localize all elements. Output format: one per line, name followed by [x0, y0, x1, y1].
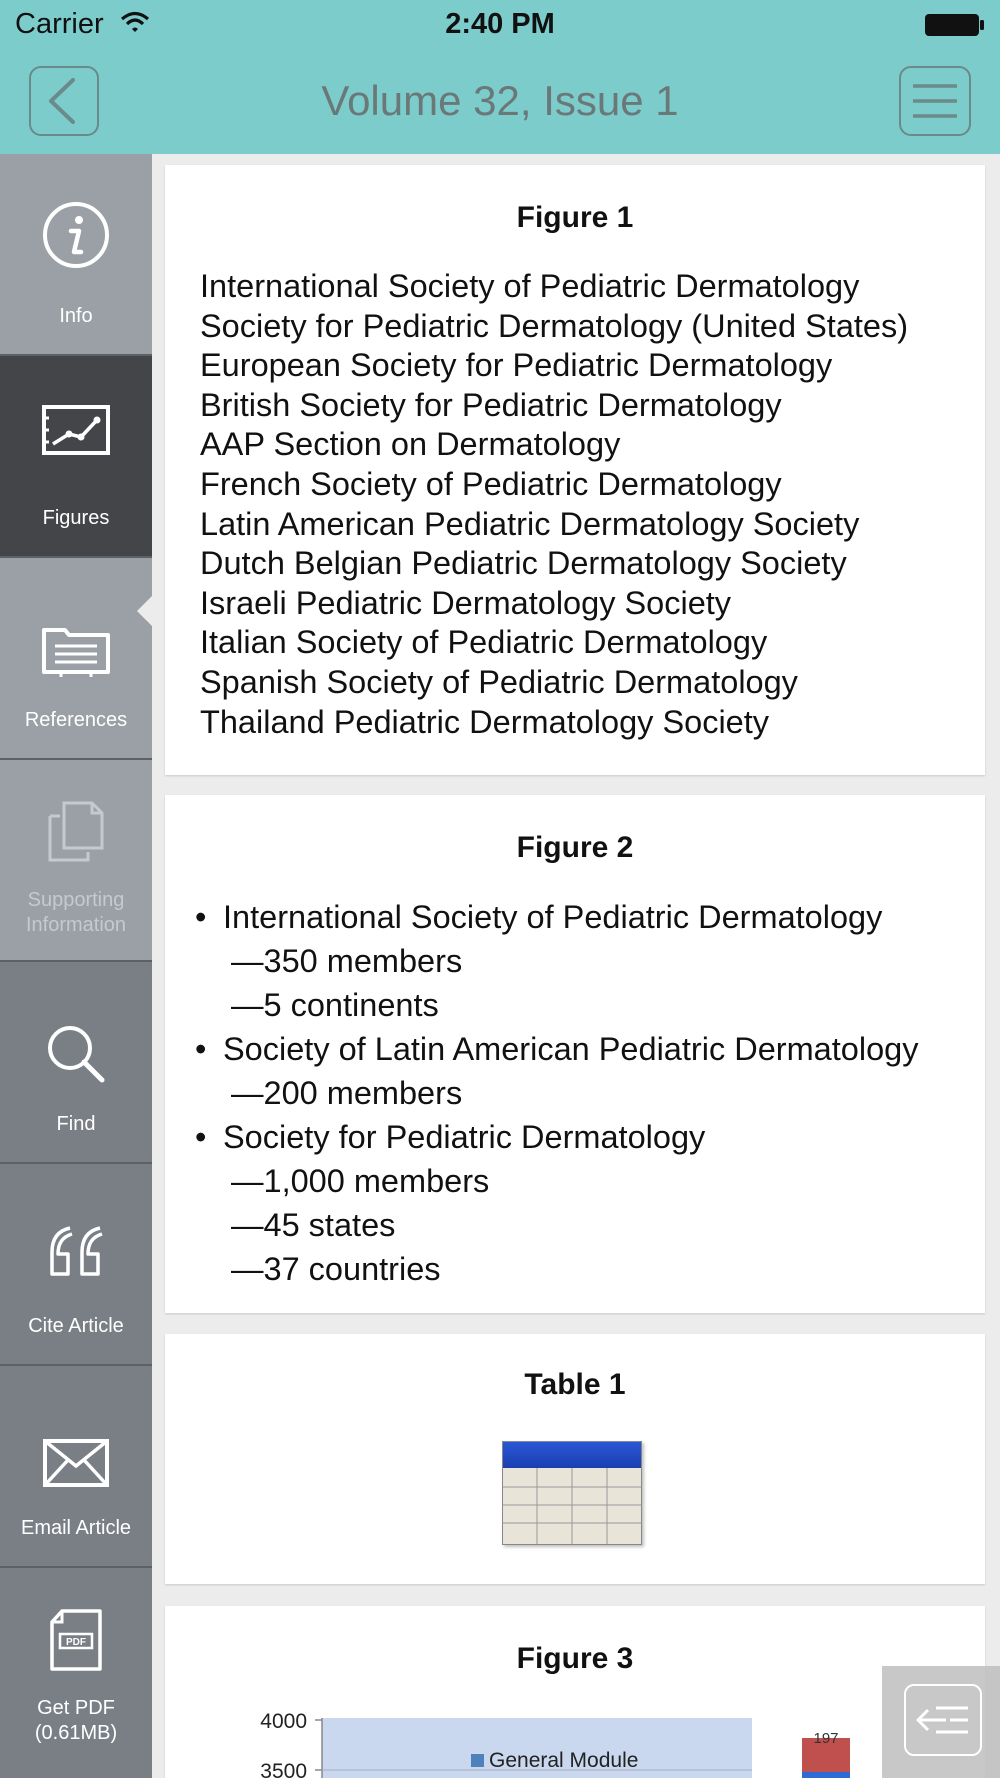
pdf-icon: [48, 1608, 104, 1672]
sidebar-item-email-article[interactable]: [0, 1366, 152, 1568]
figure-3-title: Figure 3: [516, 1642, 634, 1675]
figure-2-bullet: • Society of Latin American Pediatric Dermatology: [195, 1027, 918, 1071]
battery-icon: [924, 12, 986, 43]
sidebar-item-references[interactable]: [0, 558, 152, 760]
legend-label: General Module: [489, 1749, 639, 1772]
figure-2-detail: —45 states: [231, 1207, 396, 1243]
y-tick-label: 4000: [260, 1710, 307, 1733]
figure-1-image: [200, 267, 908, 742]
figure-2-detail: —37 countries: [231, 1251, 441, 1287]
sidebar-item-label: Get PDF (0.61MB): [34, 1697, 118, 1744]
status-time: 2:40 PM: [445, 8, 555, 40]
figure-1-line: International Society of Pediatric Dermatology: [200, 268, 860, 304]
sidebar-item-find[interactable]: [0, 962, 152, 1164]
menu-button[interactable]: [899, 66, 971, 136]
figure-1-line: Dutch Belgian Pediatric Dermatology Society: [200, 545, 847, 582]
figure-2-detail: —1,000 members: [231, 1163, 490, 1199]
sidebar-item-supporting-information[interactable]: [0, 760, 152, 962]
status-bar: [0, 0, 1000, 50]
figure-1-line: Israeli Pediatric Dermatology Society: [200, 584, 732, 621]
page-title: Volume 32, Issue 1: [321, 77, 679, 124]
figure-1-line: Society for Pediatric Dermatology (United States): [200, 307, 909, 344]
sidebar: [0, 154, 152, 1778]
figure-1-line: European Society for Pediatric Dermatology: [200, 347, 833, 384]
figure-2-detail: —200 members: [231, 1075, 463, 1111]
sidebar-item-label: Cite Article: [28, 1315, 124, 1337]
email-icon: [42, 1438, 110, 1488]
active-indicator: [137, 595, 153, 627]
quote-icon: [46, 1222, 106, 1280]
nav-bar: [0, 50, 1000, 154]
hamburger-icon: [901, 68, 969, 134]
y-tick-label: 3500: [260, 1760, 307, 1778]
figure-2-title: Figure 2: [516, 831, 634, 864]
sidebar-item-label: Email Article: [20, 1517, 132, 1539]
figure-3-card[interactable]: [165, 1606, 985, 1778]
figure-1-line: Thailand Pediatric Dermatology Society: [200, 703, 770, 740]
figure-2-image: [195, 895, 918, 1291]
figure-1-line: Latin American Pediatric Dermatology Society: [200, 505, 860, 542]
bar-segment: [802, 1772, 850, 1778]
sidebar-item-label: Supporting Information: [25, 889, 127, 936]
table-icon: [502, 1441, 642, 1545]
info-icon: [41, 200, 111, 270]
figure-2-bullet: • International Society of Pediatric Dermatology: [195, 895, 918, 939]
collapse-list-icon: [906, 1686, 980, 1754]
figure-2-detail: —350 members: [231, 943, 463, 979]
search-icon: [46, 1024, 106, 1084]
references-icon: [41, 624, 111, 678]
legend-swatch: [471, 1754, 484, 1767]
figure-1-line: Italian Society of Pediatric Dermatology: [200, 624, 768, 661]
sidebar-item-info[interactable]: [0, 154, 152, 356]
carrier-label: Carrier: [15, 8, 104, 40]
figures-icon: [41, 404, 111, 456]
figure-1-title: Figure 1: [516, 201, 634, 234]
figure-1-line: Spanish Society of Pediatric Dermatology: [200, 663, 798, 700]
figure-1-line: British Society for Pediatric Dermatology: [200, 386, 782, 423]
sidebar-item-label: References: [24, 709, 128, 731]
sidebar-item-label: Find: [56, 1113, 96, 1135]
table-1-card[interactable]: [165, 1334, 985, 1584]
collapse-sidebar-button[interactable]: [882, 1666, 1000, 1778]
figure-1-line: AAP Section on Dermatology: [200, 426, 621, 463]
bar-data-label: 197: [813, 1730, 839, 1747]
figure-3-chart-preview: [165, 1606, 985, 1778]
sidebar-item-get-pdf[interactable]: [0, 1568, 152, 1770]
supporting-info-icon: [46, 800, 106, 864]
sidebar-item-figures[interactable]: [0, 356, 152, 558]
sidebar-item-label: Info: [59, 305, 93, 327]
table-1-title: Table 1: [524, 1368, 626, 1401]
figure-1-card[interactable]: [165, 165, 985, 775]
figure-2-detail: —5 continents: [231, 987, 439, 1023]
svg-text:PDF: PDF: [66, 1637, 86, 1648]
sidebar-item-label: Figures: [42, 507, 110, 529]
figure-2-card[interactable]: [165, 795, 985, 1313]
sidebar-item-cite-article[interactable]: [0, 1164, 152, 1366]
figure-2-bullet: • Society for Pediatric Dermatology: [195, 1115, 918, 1159]
figure-1-line: French Society of Pediatric Dermatology: [200, 465, 782, 502]
